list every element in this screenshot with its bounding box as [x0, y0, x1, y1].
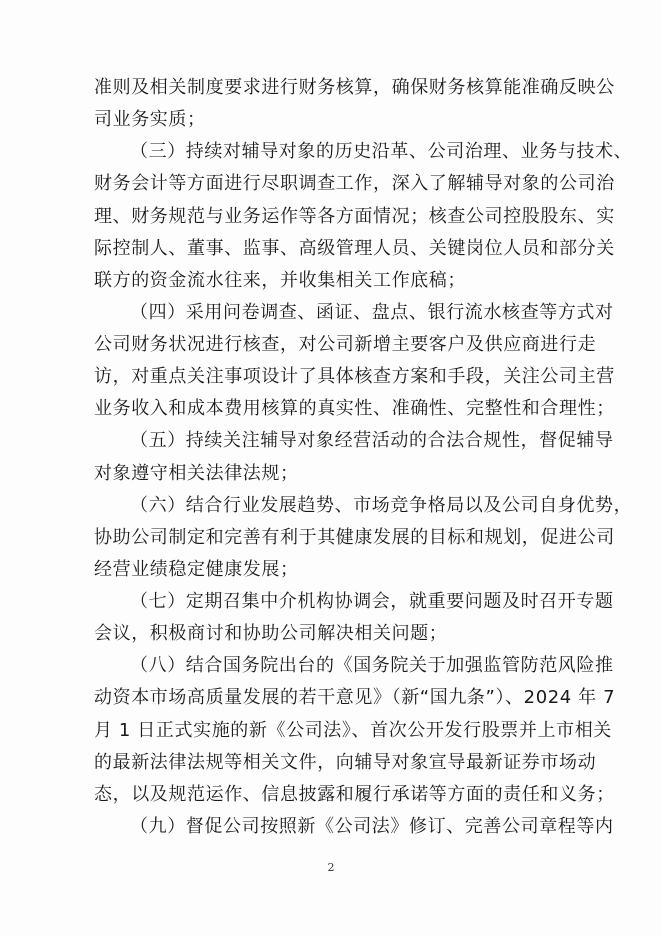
text-line: （八）结合国务院出台的《国务院关于加强监管防范风险推 — [130, 655, 614, 676]
text-line: 经营业绩稳定健康发展； — [94, 559, 299, 580]
text-line: （三）持续对辅导对象的历史沿革、公司治理、业务与技术、 — [130, 141, 633, 162]
text-line: 访，对重点关注事项设计了具体核查方案和手段，关注公司主营 — [94, 366, 615, 387]
text-line: 动资本市场高质量发展的若干意见》（新“国九条”）、2024 年 7 — [94, 687, 616, 708]
text-line: 月 1 日正式实施的新《公司法》、首次公开发行股票并上市相关 — [94, 720, 612, 741]
text-line: （九）督促公司按照新《公司法》修订、完善公司章程等内 — [130, 816, 614, 837]
text-line: 理、财务规范与业务运作等各方面情况；核查公司控股股东、实 — [94, 206, 615, 227]
text-line: 财务会计等方面进行尽职调查工作，深入了解辅导对象的公司治 — [94, 173, 615, 194]
text-line: （六）结合行业发展趋势、市场竞争格局以及公司自身优势， — [130, 495, 633, 516]
text-line: 联方的资金流水往来，并收集相关工作底稿； — [94, 270, 466, 291]
text-line: 态，以及规范运作、信息披露和履行承诺等方面的责任和义务； — [94, 784, 615, 805]
text-line: 协助公司制定和完善有利于其健康发展的目标和规划，促进公司 — [94, 527, 615, 548]
page-number: 2 — [327, 861, 335, 874]
text-line: 司业务实质； — [94, 109, 206, 130]
text-line: （五）持续关注辅导对象经营活动的合法合规性，督促辅导 — [130, 430, 614, 451]
text-line: 会议，积极商讨和协助公司解决相关问题； — [94, 623, 448, 644]
text-line: 准则及相关制度要求进行财务核算，确保财务核算能准确反映公 — [94, 77, 615, 98]
text-line: （七）定期召集中介机构协调会，就重要问题及时召开专题 — [130, 591, 614, 612]
text-line: （四）采用问卷调查、函证、盘点、银行流水核查等方式对 — [130, 302, 614, 323]
text-line: 的最新法律法规等相关文件，向辅导对象宣导最新证券市场动 — [94, 752, 597, 773]
text-line: 对象遵守相关法律法规； — [94, 463, 299, 484]
text-line: 际控制人、董事、监事、高级管理人员、关键岗位人员和部分关 — [94, 238, 615, 259]
text-line: 公司财务状况进行核查，对公司新增主要客户及供应商进行走 — [94, 334, 597, 355]
text-line: 业务收入和成本费用核算的真实性、准确性、完整性和合理性； — [94, 398, 615, 419]
